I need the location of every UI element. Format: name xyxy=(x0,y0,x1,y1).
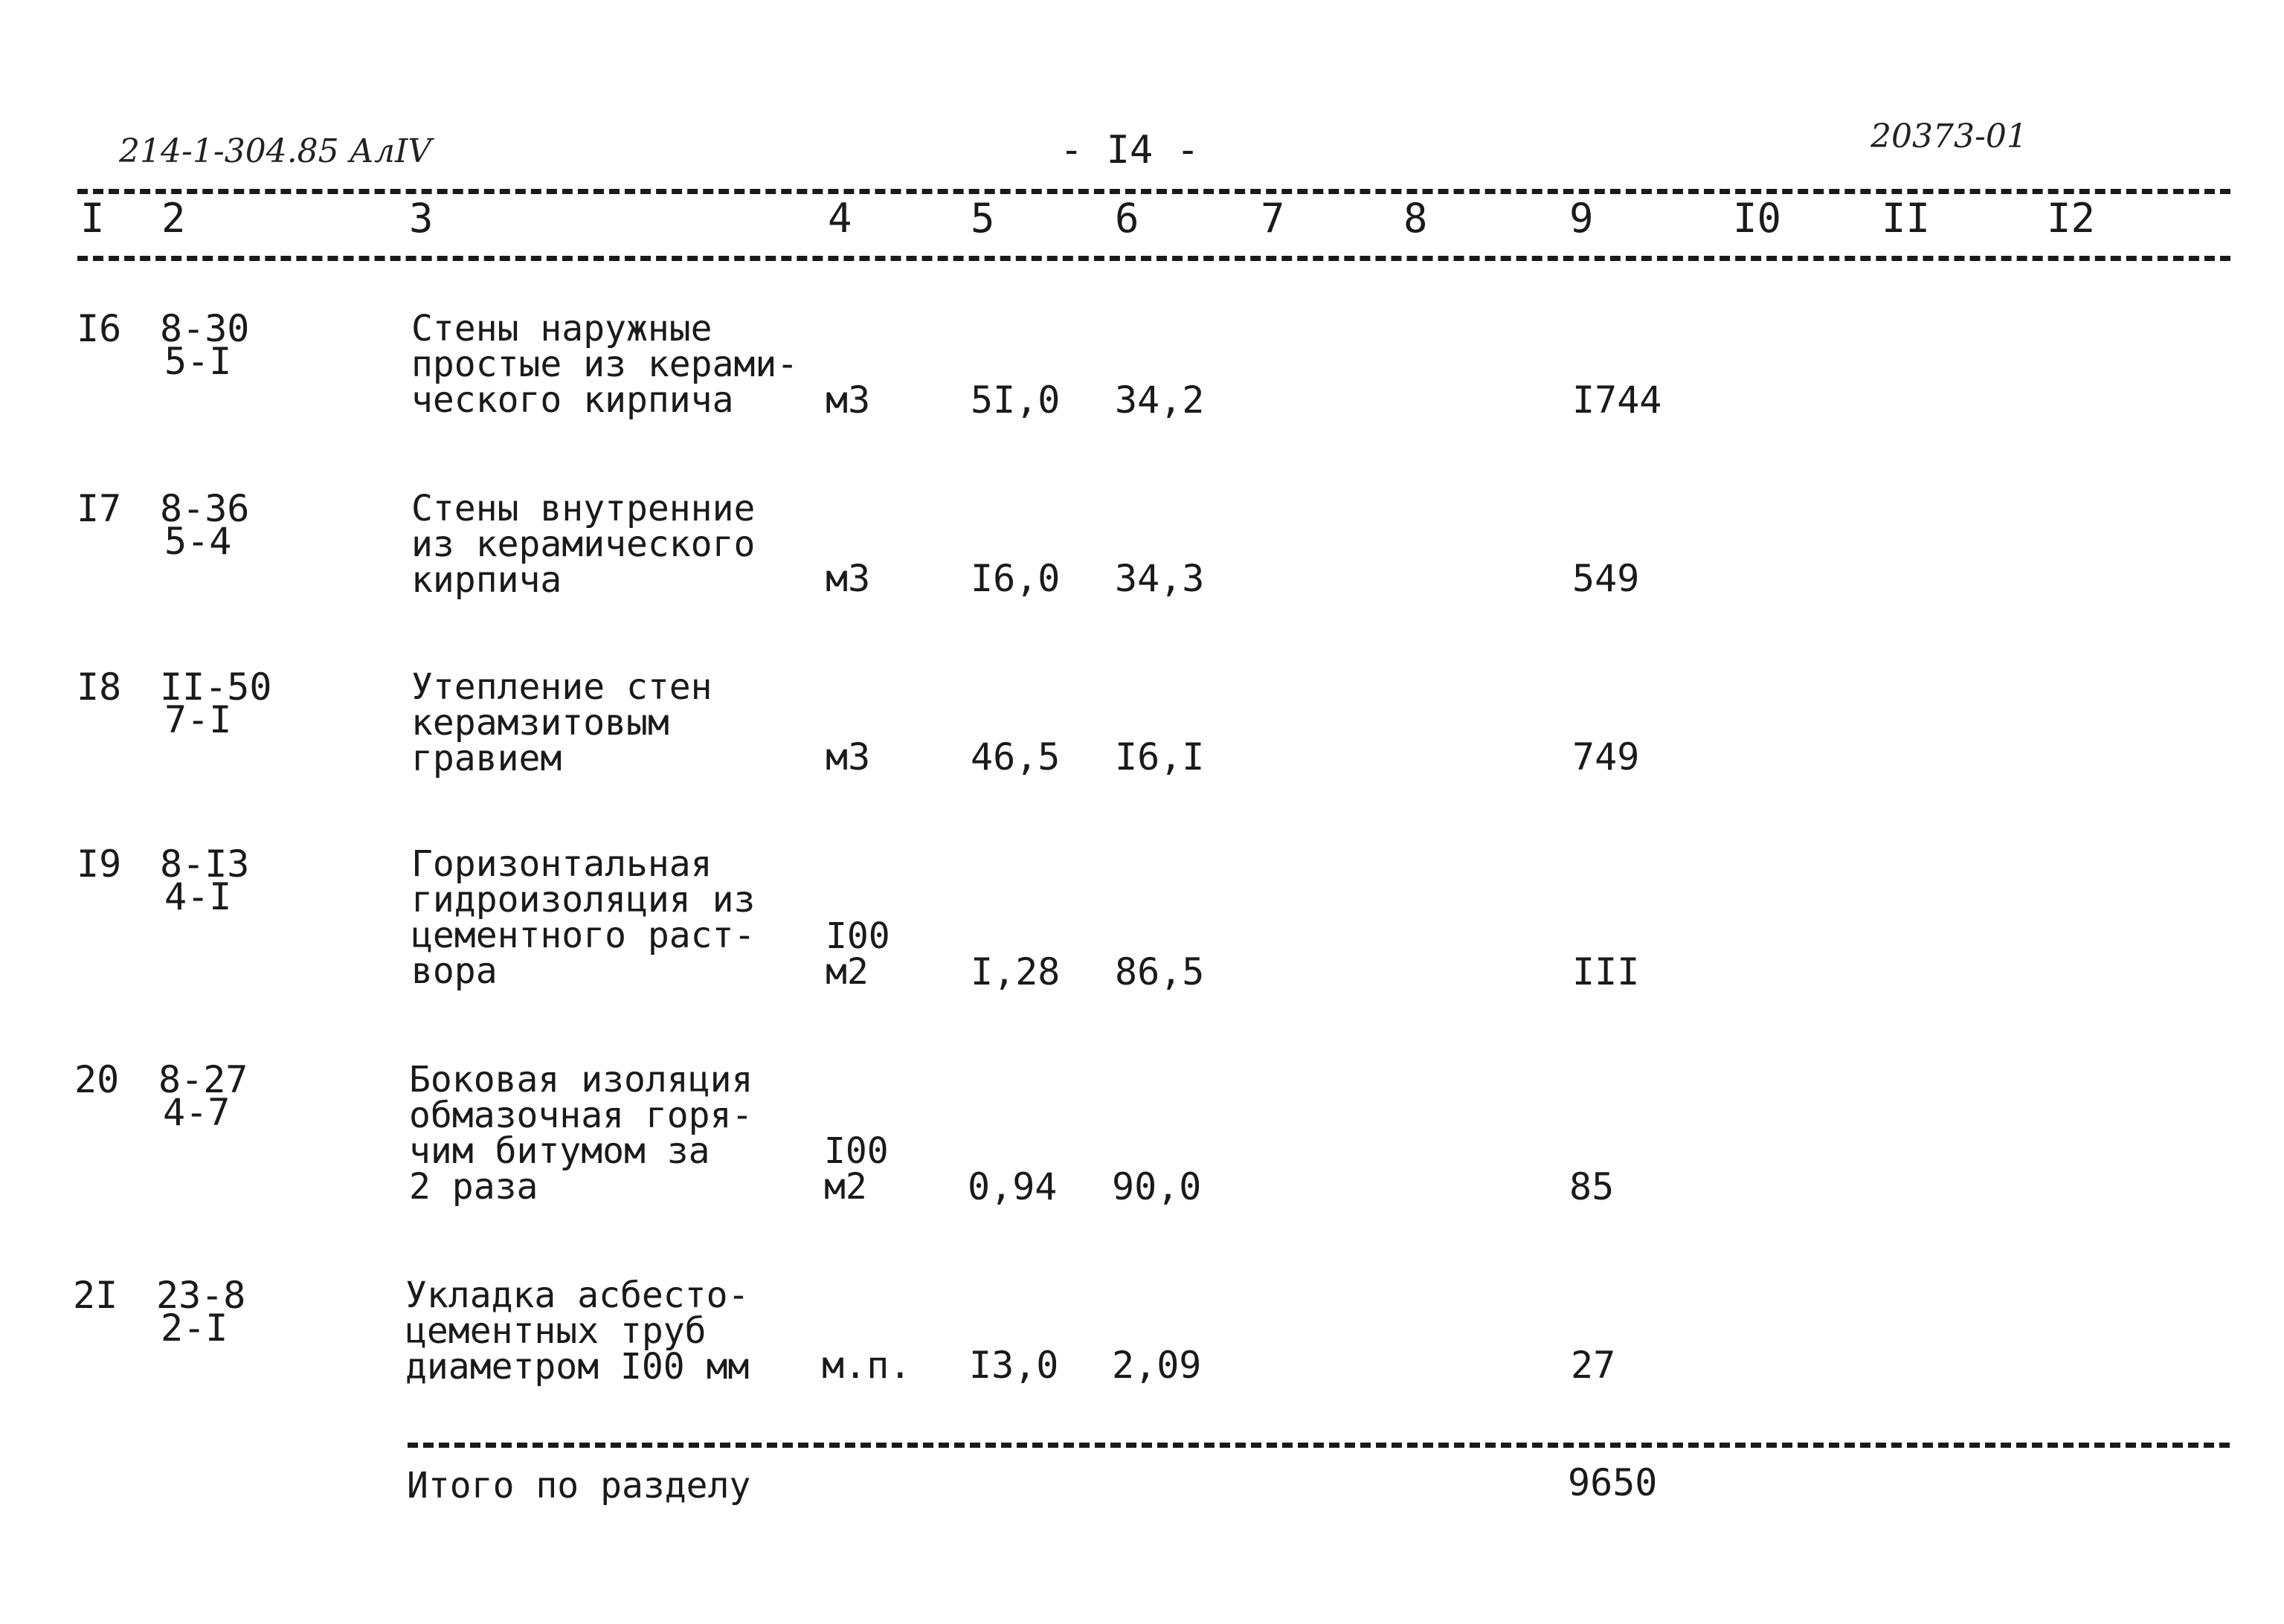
row-total: I744 xyxy=(1572,378,1662,422)
norm-code-bottom: 4-7 xyxy=(163,1091,231,1134)
row-total: 549 xyxy=(1572,557,1640,600)
unit-price: 86,5 xyxy=(1115,950,1205,993)
quantity: 0,94 xyxy=(968,1165,1058,1208)
row-number: I8 xyxy=(77,666,122,709)
unit: м.п. xyxy=(822,1344,912,1387)
norm-code-top: 8-36 xyxy=(160,487,250,530)
header-bottom-rule xyxy=(77,256,2230,261)
norm-code-bottom: 5-4 xyxy=(164,520,232,563)
row-total: 27 xyxy=(1571,1344,1616,1387)
column-header-7: 7 xyxy=(1261,195,1285,242)
summary-total: 9650 xyxy=(1568,1461,1658,1504)
work-description: Боковая изоляция обмазочная горя- чим битумом за 2 раза xyxy=(409,1059,753,1208)
unit-price: 34,2 xyxy=(1115,378,1205,422)
column-header-1: I xyxy=(80,195,105,242)
column-header-3: 3 xyxy=(409,195,434,242)
norm-code-top: 8-27 xyxy=(158,1058,248,1101)
column-header-6: 6 xyxy=(1115,195,1139,242)
norm-code-bottom: 2-I xyxy=(161,1306,228,1350)
unit-price: 2,09 xyxy=(1112,1344,1202,1387)
norm-code-bottom: 4-I xyxy=(164,875,232,918)
unit: м3 xyxy=(826,378,871,422)
column-header-9: 9 xyxy=(1569,195,1594,242)
column-header-5: 5 xyxy=(971,195,995,242)
column-header-12: I2 xyxy=(2047,195,2096,242)
row-total: 85 xyxy=(1569,1165,1615,1208)
work-description: Утепление стен керамзитовым гравием xyxy=(411,666,712,779)
work-description: Стены внутренние из керамического кирпича xyxy=(411,488,756,601)
quantity: I3,0 xyxy=(969,1344,1059,1387)
unit-price: 34,3 xyxy=(1115,557,1205,600)
norm-code-bottom: 7-I xyxy=(164,698,232,741)
row-number: I7 xyxy=(77,487,122,530)
row-number: 20 xyxy=(74,1058,120,1101)
quantity: I,28 xyxy=(971,950,1061,993)
column-header-4: 4 xyxy=(828,195,852,242)
page-number: - I4 - xyxy=(1060,128,1200,173)
unit-price: 90,0 xyxy=(1112,1165,1202,1208)
work-description: Горизонтальная гидроизоляция из цементного раст- вора xyxy=(411,843,756,992)
summary-rule xyxy=(408,1443,2230,1448)
summary-label: Итого по разделу xyxy=(407,1465,751,1507)
row-number: I9 xyxy=(77,842,122,886)
work-description: Укладка асбесто- цементных труб диаметром I00 мм xyxy=(405,1275,750,1388)
row-total: III xyxy=(1572,950,1640,993)
unit-price: I6,I xyxy=(1115,735,1205,779)
work-description: Стены наружные простые из керами- ческого кирпича xyxy=(411,308,799,421)
table-top-rule xyxy=(77,189,2230,194)
quantity: I6,0 xyxy=(971,557,1061,600)
column-header-11: II xyxy=(1882,195,1931,242)
document-code: 214-1-304.85 АлIV xyxy=(119,132,432,170)
unit: I00 м2 xyxy=(824,1130,889,1208)
column-header-8: 8 xyxy=(1403,195,1428,242)
row-number: I6 xyxy=(77,307,122,350)
unit: I00 м2 xyxy=(826,915,890,993)
norm-code-bottom: 5-I xyxy=(164,340,232,383)
column-header-10: I0 xyxy=(1733,195,1782,242)
row-number: 2I xyxy=(73,1274,118,1317)
quantity: 5I,0 xyxy=(971,378,1061,422)
unit: м3 xyxy=(826,557,871,600)
norm-code-top: II-50 xyxy=(160,666,272,709)
norm-code-top: 23-8 xyxy=(156,1274,246,1317)
norm-code-top: 8-I3 xyxy=(160,842,250,886)
archive-number: 20373-01 xyxy=(1870,117,2027,155)
row-total: 749 xyxy=(1572,735,1640,779)
unit: м3 xyxy=(826,735,871,779)
quantity: 46,5 xyxy=(971,735,1061,779)
norm-code-top: 8-30 xyxy=(160,307,250,350)
column-header-2: 2 xyxy=(161,195,186,242)
